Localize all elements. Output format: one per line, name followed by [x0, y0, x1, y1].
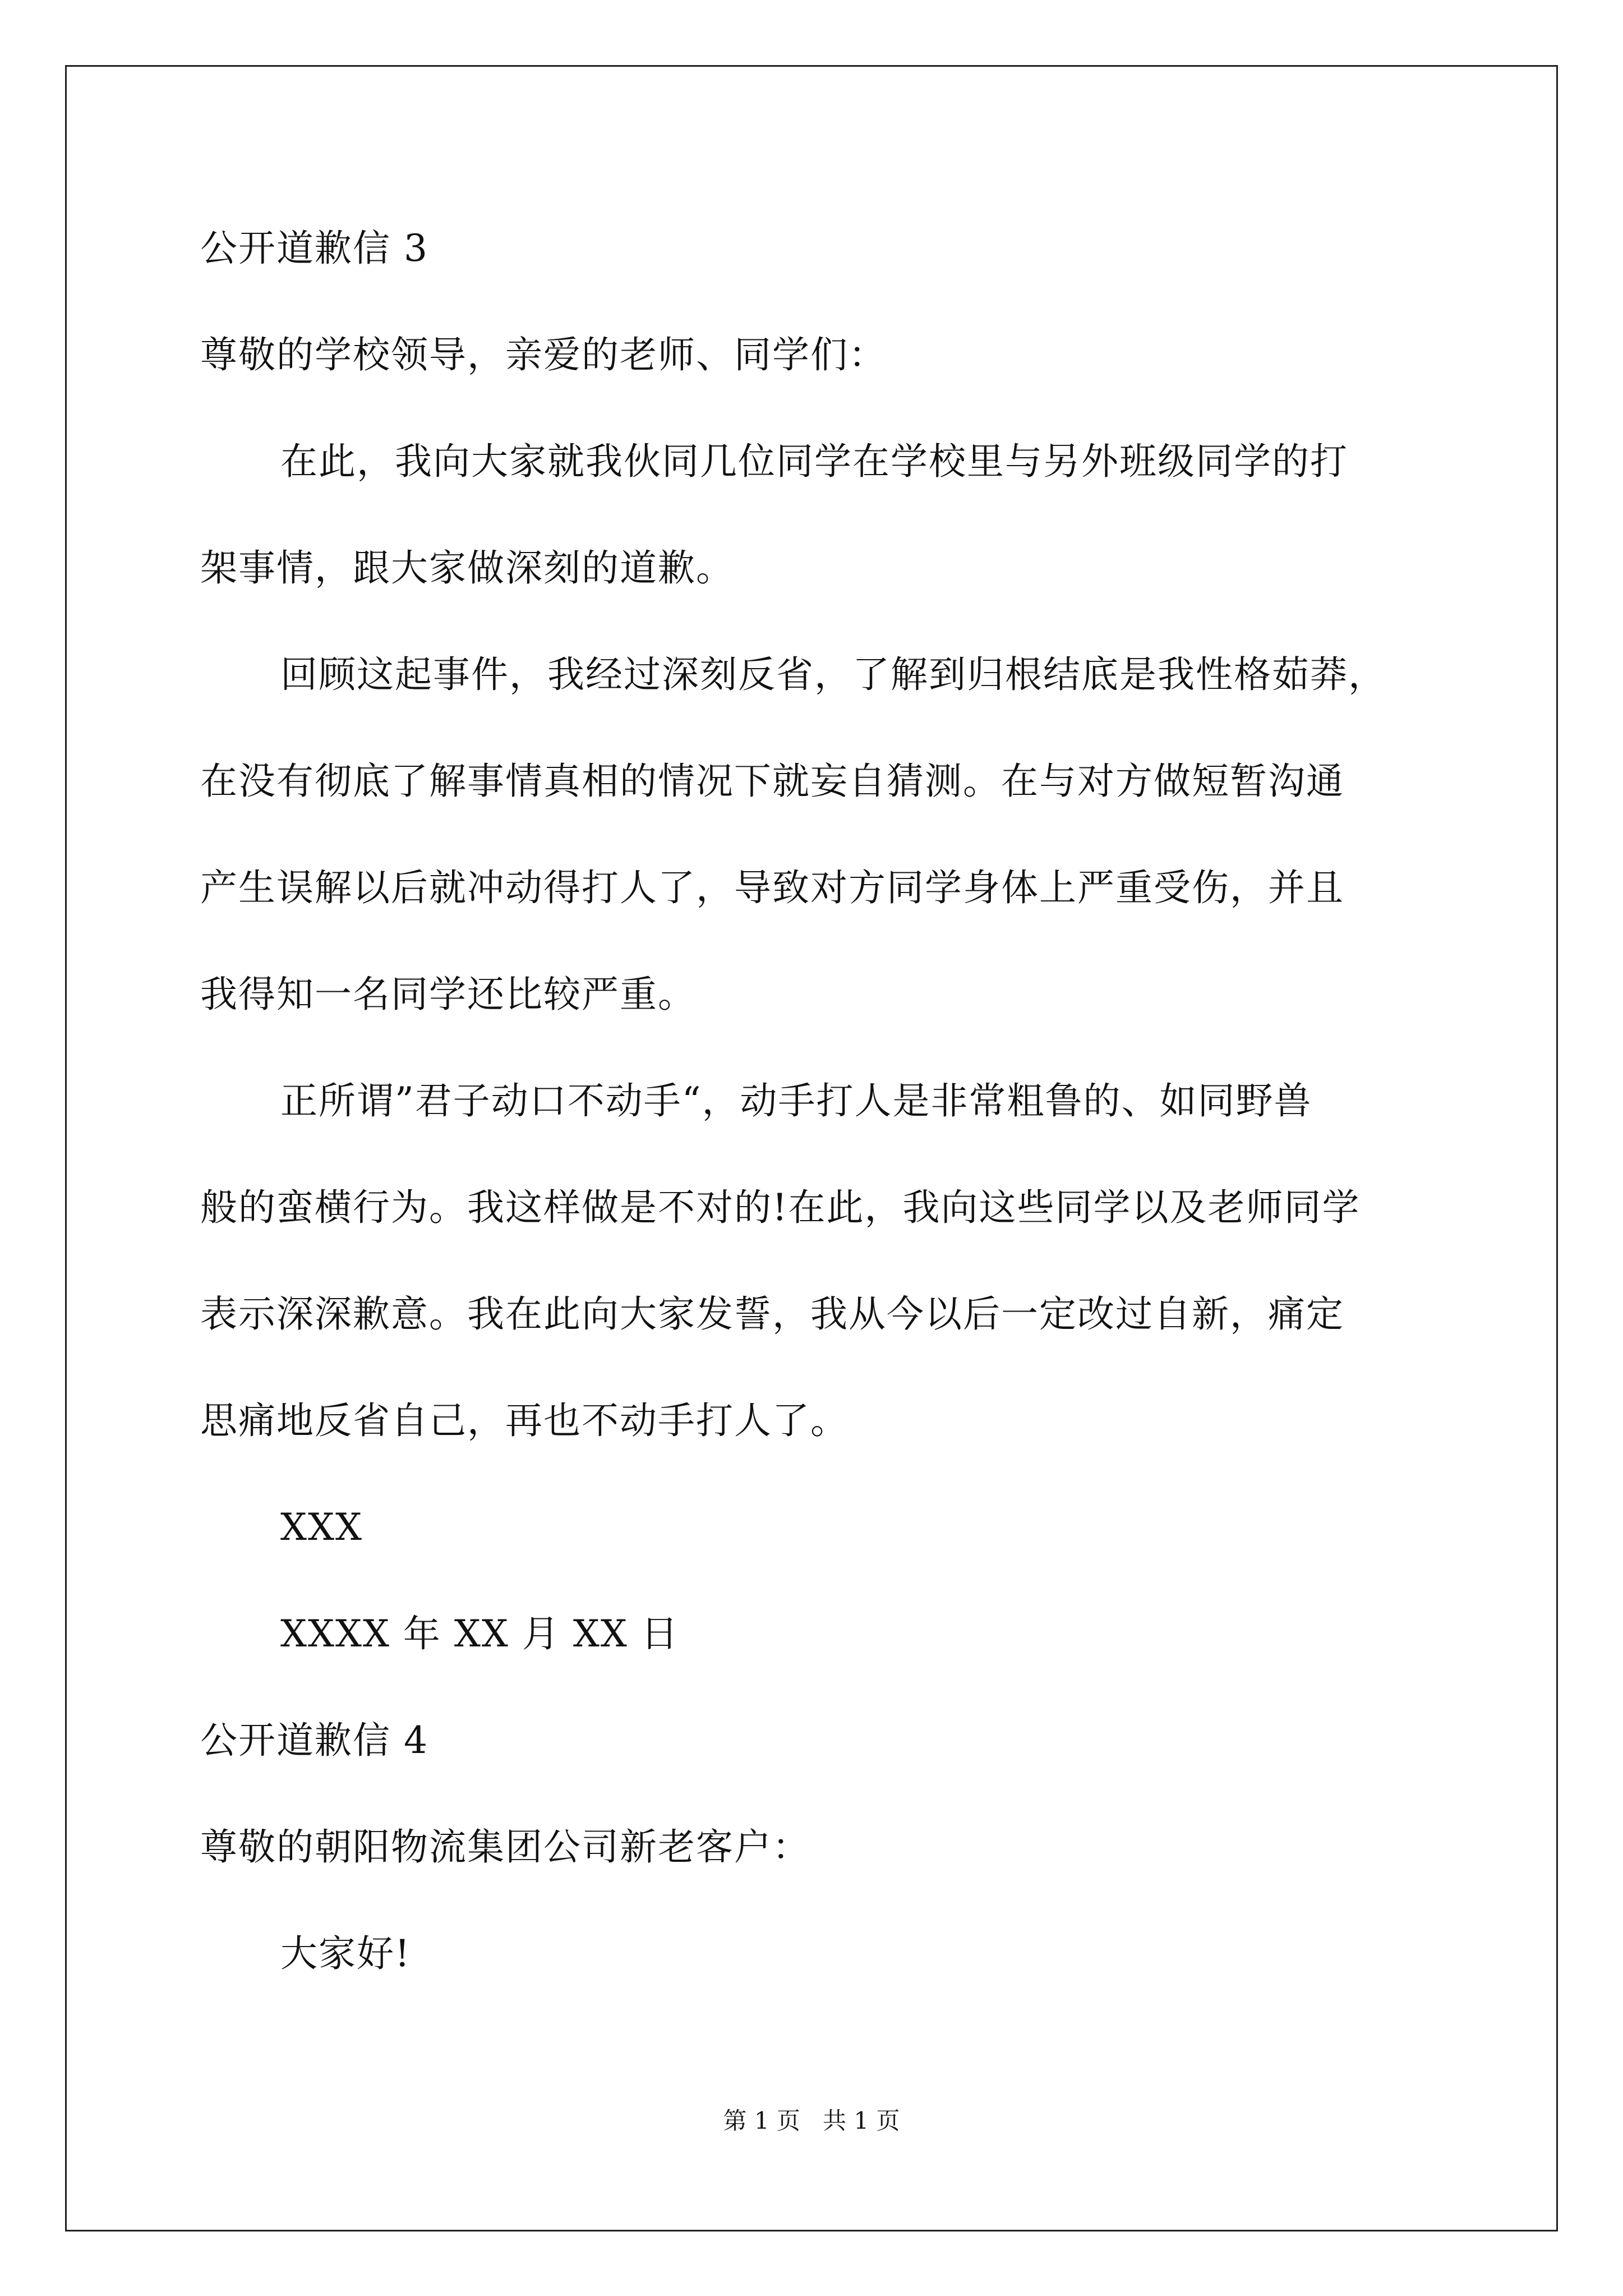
letter-4-title: 公开道歉信 4: [200, 1719, 428, 1762]
body-line: 表示深深歉意。我在此向大家发誓，我从今以后一定改过自新，痛定: [200, 1292, 1344, 1336]
page-border: [65, 65, 1558, 2231]
body-line: 架事情，跟大家做深刻的道歉。: [200, 546, 734, 590]
letter-3-title: 公开道歉信 3: [200, 227, 428, 270]
body-line: 般的蛮横行为。我这样做是不对的!在此，我向这些同学以及老师同学: [200, 1186, 1361, 1229]
letter-4-salutation: 尊敬的朝阳物流集团公司新老客户：: [200, 1825, 810, 1869]
body-line: 我得知一名同学还比较严重。: [200, 973, 696, 1016]
body-line: 思痛地反省自己，再也不动手打人了。: [200, 1399, 849, 1442]
body-line: 产生误解以后就冲动得打人了，导致对方同学身体上严重受伤，并且: [200, 866, 1344, 909]
page-number-footer: 第 1 页 共 1 页: [723, 2107, 900, 2134]
body-line: 在没有彻底了解事情真相的情况下就妄自猜测。在与对方做短暂沟通: [200, 760, 1344, 803]
letter-3-salutation: 尊敬的学校领导，亲爱的老师、同学们：: [200, 333, 887, 376]
body-line: 正所谓”君子动口不动手“，动手打人是非常粗鲁的、如同野兽: [280, 1079, 1312, 1122]
greeting-line: 大家好!: [280, 1932, 411, 1975]
body-line: 回顾这起事件，我经过深刻反省，了解到归根结底是我性格茹莽，: [280, 653, 1386, 696]
signature: XXX: [280, 1506, 363, 1549]
date-line: XXXX 年 XX 月 XX 日: [280, 1612, 679, 1655]
body-line: 在此，我向大家就我伙同几位同学在学校里与另外班级同学的打: [280, 440, 1348, 483]
